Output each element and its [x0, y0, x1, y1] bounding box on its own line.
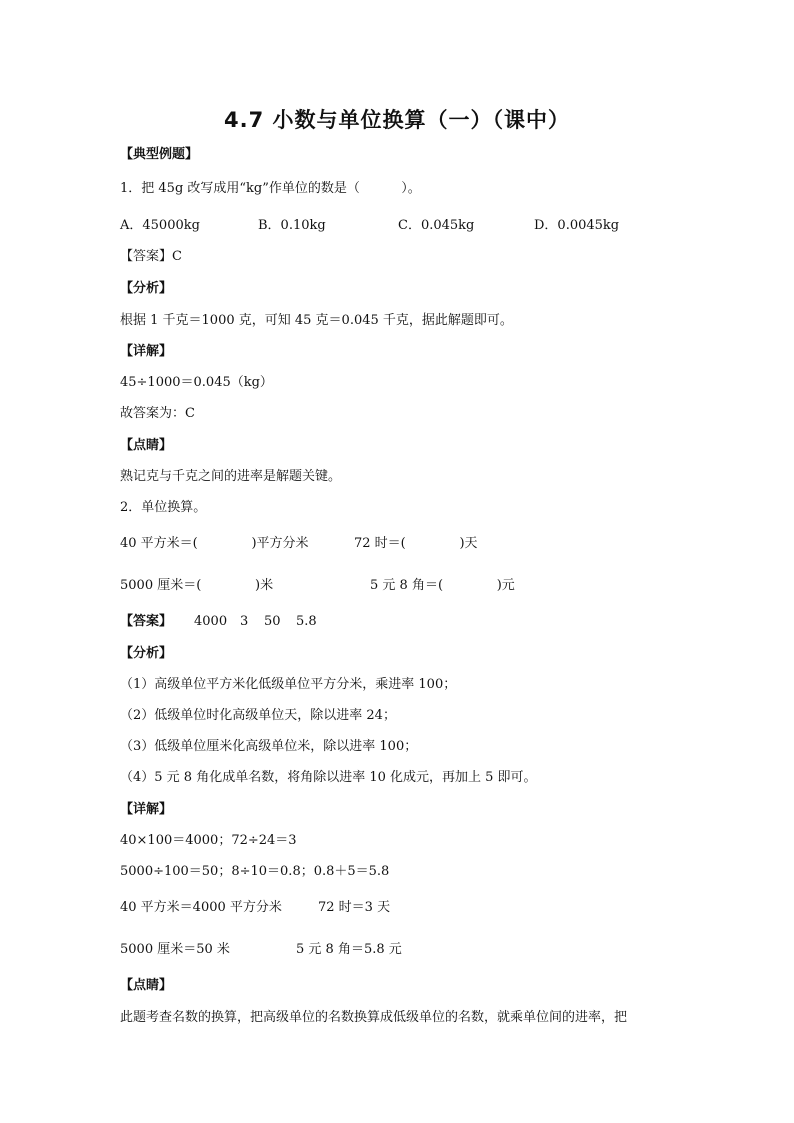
q2-analysis-label: 【分析】 [120, 646, 173, 661]
q1-option-d: D．0.0045kg [534, 218, 620, 233]
q1-analysis: 根据 1 千克＝1000 克，可知 45 克＝0.045 千克，据此解题即可。 [120, 313, 513, 328]
q2-result-item: 5 元 8 角＝5.8 元 [296, 942, 402, 957]
q2-row2 [120, 577, 680, 595]
q2-answer-row [120, 613, 680, 631]
page-title: 4.7 小数与单位换算（一）（课中） [223, 108, 570, 132]
q2-blank-item: 5 元 8 角＝( )元 [370, 578, 515, 593]
q2-detail-line: 40×100＝4000；72÷24＝3 [120, 833, 297, 848]
section-label: 【典型例题】 [120, 147, 199, 162]
q1-answer: 【答案】C [120, 249, 182, 264]
q1-detail-line: 故答案为：C [120, 406, 195, 421]
q1-option-a: A．45000kg [120, 218, 200, 233]
q2-stem: 2．单位换算。 [120, 500, 207, 515]
q2-row1 [120, 535, 680, 553]
q1-option-c: C．0.045kg [398, 218, 475, 233]
q1-option-b: B．0.10kg [258, 218, 326, 233]
q1-detail-line: 45÷1000＝0.045（kg） [120, 375, 273, 390]
q1-detail-label: 【详解】 [120, 344, 173, 359]
q2-result-item: 40 平方米＝4000 平方分米 [120, 900, 282, 915]
q2-detail-line: 5000÷100＝50；8÷10＝0.8；0.8＋5＝5.8 [120, 864, 390, 879]
q2-analysis-line: （1）高级单位平方米化低级单位平方分米，乘进率 100； [120, 677, 457, 692]
q2-blank-item: 5000 厘米＝( )米 [120, 578, 274, 593]
q2-answer-value: 50 [264, 614, 281, 629]
q2-analysis-line: （4）5 元 8 角化成单名数，将角除以进率 10 化成元，再加上 5 即可。 [120, 770, 537, 785]
q1-comment-label: 【点睛】 [120, 438, 173, 453]
q2-result-row2 [120, 941, 680, 959]
q2-comment: 此题考查名数的换算，把高级单位的名数换算成低级单位的名数，就乘单位间的进率，把 [120, 1010, 628, 1025]
q2-result-item: 5000 厘米＝50 米 [120, 942, 230, 957]
q2-comment-label: 【点睛】 [120, 978, 173, 993]
q2-answer-value: 5.8 [296, 614, 317, 629]
q2-result-item: 72 时＝3 天 [318, 900, 391, 915]
q2-result-row1 [120, 899, 680, 917]
q2-answer-value: 4000 [194, 614, 228, 629]
q2-detail-label: 【详解】 [120, 802, 173, 817]
q2-answer-value: 3 [240, 614, 249, 629]
q2-analysis-line: （3）低级单位厘米化高级单位米，除以进率 100； [120, 739, 418, 754]
q1-stem: 1．把 45g 改写成用“kg”作单位的数是（ ）。 [120, 181, 421, 196]
q1-options [120, 217, 680, 235]
q1-analysis-label: 【分析】 [120, 281, 173, 296]
q1-comment: 熟记克与千克之间的进率是解题关键。 [120, 469, 342, 484]
q2-answer-label: 【答案】 [120, 614, 173, 629]
q2-analysis-line: （2）低级单位时化高级单位天，除以进率 24； [120, 708, 396, 723]
q2-blank-item: 40 平方米＝( )平方分米 [120, 536, 309, 551]
q2-blank-item: 72 时＝( )天 [354, 536, 478, 551]
